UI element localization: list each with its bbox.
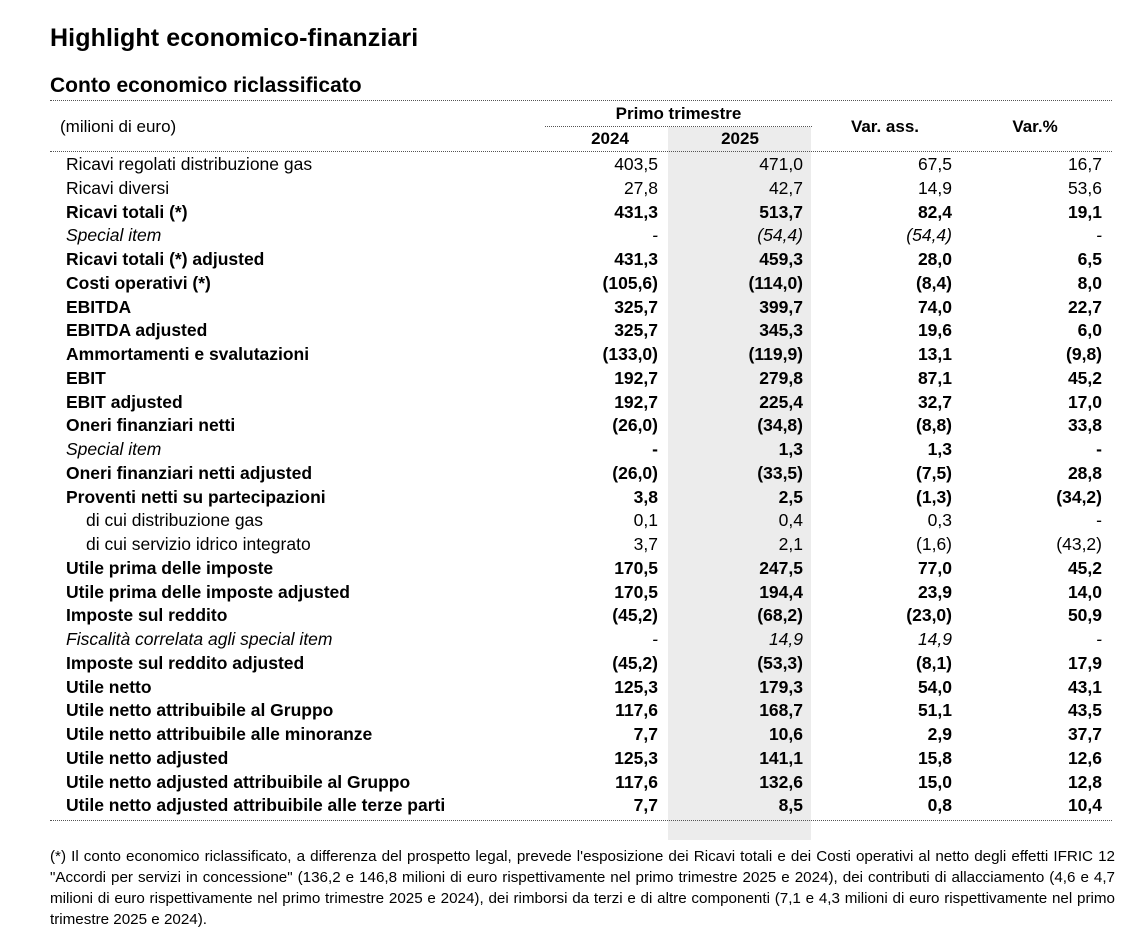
cell-var-pct: (9,8) — [1066, 344, 1102, 364]
cell-2024: (45,2) — [612, 605, 658, 626]
cell-2025: 1,3 — [778, 439, 803, 459]
cell-2024: 192,7 — [614, 391, 658, 412]
row-label: Utile prima delle imposte — [66, 557, 274, 578]
cell-var-ass: (23,0) — [906, 605, 952, 626]
cell-2025: 279,8 — [759, 367, 803, 388]
row-label: Ammortamenti e svalutazioni — [66, 344, 310, 364]
period-group-header: Primo trimestre — [615, 104, 742, 123]
cell-2025: 2,1 — [778, 534, 803, 554]
cell-2024: (26,0) — [612, 462, 658, 483]
period-group-rule — [545, 126, 812, 127]
cell-var-ass: 13,1 — [917, 344, 952, 364]
cell-2025: 194,4 — [759, 581, 803, 602]
row-label: Utile netto attribuibile alle minoranze — [66, 724, 373, 744]
cell-var-pct: 12,8 — [1067, 771, 1102, 792]
table-row — [0, 342, 1138, 366]
cell-var-ass: 14,9 — [917, 177, 952, 198]
cell-var-ass: 28,0 — [917, 249, 952, 269]
table-row — [0, 461, 1138, 485]
cell-var-pct: 37,7 — [1067, 724, 1102, 744]
cell-2025: 225,4 — [759, 391, 803, 412]
cell-2024: 325,7 — [614, 320, 658, 341]
table-row — [0, 698, 1138, 722]
cell-2025: 8,5 — [778, 795, 803, 816]
table-row — [0, 295, 1138, 319]
page-title: Highlight economico-finanziari — [50, 24, 419, 52]
row-label: Oneri finanziari netti — [66, 415, 236, 436]
cell-var-ass: 51,1 — [917, 700, 952, 721]
table-row — [0, 247, 1138, 271]
table-row — [0, 223, 1138, 247]
cell-var-ass: 67,5 — [917, 154, 952, 174]
table-row — [0, 271, 1138, 295]
cell-2025: (68,2) — [757, 605, 803, 626]
header-top-rule — [50, 100, 1112, 101]
cell-var-pct: 28,8 — [1067, 462, 1102, 483]
cell-var-ass: (54,4) — [906, 225, 952, 246]
table-row — [0, 770, 1138, 794]
cell-var-pct: (34,2) — [1056, 486, 1102, 507]
cell-var-ass: (1,3) — [916, 486, 952, 507]
cell-2024: 3,7 — [633, 534, 658, 554]
cell-var-pct: 53,6 — [1067, 177, 1102, 198]
cell-var-pct: - — [1096, 439, 1102, 459]
table-row — [0, 318, 1138, 342]
cell-2024: 431,3 — [614, 249, 658, 269]
cell-2024: 117,6 — [615, 771, 658, 792]
cell-var-pct: (43,2) — [1056, 534, 1102, 554]
cell-2025: 459,3 — [759, 249, 803, 269]
cell-2025: (119,9) — [748, 344, 803, 364]
footnote: (*) Il conto economico riclassificato, a differenza del prospetto legal, prevede l'esposizione dei Ricavi totali e dei Costi operativi al netto degli effetti IFRIC 12 "Accordi per servizi in concessione" (136,2 e 146,8 milioni di euro rispettivamente nel primo trimestre 2025 e 2024), dei contributi di allacciamento (4,6 e 4,7 milioni di euro rispettivamente nel primo trimestre 2025 e 2024), dei rimborsi da terzi e di altre componenti (7,1 e 4,3 milioni di euro rispettivamente nel primo trimestre 2025 e 2024). — [50, 848, 1115, 928]
table-row — [0, 746, 1138, 770]
cell-2024: (26,0) — [612, 415, 658, 436]
cell-2024: 403,5 — [614, 154, 658, 174]
cell-2025: 132,6 — [759, 771, 803, 792]
cell-var-ass: 1,3 — [927, 439, 952, 459]
cell-2025: (53,3) — [757, 652, 803, 673]
cell-2024: 7,7 — [633, 724, 658, 744]
row-label: EBITDA — [66, 296, 132, 317]
table-row — [0, 580, 1138, 604]
cell-var-ass: (8,4) — [916, 272, 952, 293]
table-row — [0, 437, 1138, 461]
row-label: EBIT adjusted — [66, 391, 183, 412]
table-row — [0, 627, 1138, 651]
cell-var-pct: - — [1096, 510, 1102, 531]
cell-var-ass: (8,1) — [916, 652, 952, 673]
cell-var-pct: 6,0 — [1077, 320, 1102, 341]
cell-var-ass: 14,9 — [917, 629, 952, 649]
cell-var-ass: 87,1 — [917, 367, 952, 388]
row-label: Utile netto attribuibile al Gruppo — [66, 700, 334, 721]
cell-var-ass: 74,0 — [917, 296, 952, 317]
row-label: Utile netto — [66, 676, 152, 697]
table-row — [0, 200, 1138, 224]
row-label: EBIT — [66, 367, 106, 388]
cell-2025: (114,0) — [748, 272, 803, 293]
cell-2025: 471,0 — [759, 154, 803, 174]
cell-2025: 247,5 — [759, 557, 803, 578]
cell-var-ass: (1,6) — [916, 534, 952, 554]
row-label: Oneri finanziari netti adjusted — [66, 462, 313, 483]
cell-var-ass: 23,9 — [917, 581, 952, 602]
row-label: di cui distribuzione gas — [86, 510, 264, 531]
cell-2025: (34,8) — [757, 415, 803, 436]
table-row — [0, 793, 1138, 817]
cell-var-ass: (7,5) — [916, 462, 952, 483]
cell-var-pct: 33,8 — [1067, 415, 1102, 436]
cell-2024: 0,1 — [633, 510, 658, 531]
table-row — [0, 413, 1138, 437]
table-row — [0, 556, 1138, 580]
table-row — [0, 152, 1138, 176]
row-label: Fiscalità correlata agli special item — [66, 629, 333, 649]
cell-2024: 125,3 — [614, 747, 658, 768]
cell-2024: 325,7 — [614, 296, 658, 317]
column-header-var-ass: Var. ass. — [850, 117, 920, 136]
row-label: Utile netto adjusted attribuibile alle terze parti — [66, 795, 446, 816]
table-row — [0, 722, 1138, 746]
cell-2025: 513,7 — [759, 201, 803, 222]
cell-2025: 2,5 — [778, 486, 803, 507]
cell-2024: (45,2) — [612, 652, 658, 673]
cell-var-ass: 19,6 — [917, 320, 952, 341]
table-row — [0, 675, 1138, 699]
cell-2024: 125,3 — [614, 676, 658, 697]
cell-2025: (54,4) — [757, 225, 803, 246]
row-label: Utile netto adjusted — [66, 747, 229, 768]
cell-var-pct: 19,1 — [1067, 201, 1102, 222]
cell-2024: 170,5 — [614, 557, 658, 578]
table-row — [0, 532, 1138, 556]
cell-var-pct: 16,7 — [1067, 154, 1102, 174]
cell-var-ass: 54,0 — [917, 676, 952, 697]
cell-2024: - — [652, 629, 658, 649]
cell-var-pct: 8,0 — [1077, 272, 1102, 293]
cell-2025: 399,7 — [759, 296, 803, 317]
table-row — [0, 603, 1138, 627]
cell-2025: (33,5) — [757, 462, 803, 483]
cell-2025: 179,3 — [759, 676, 803, 697]
cell-2025: 42,7 — [768, 177, 803, 198]
table-bottom-rule — [50, 820, 1112, 821]
cell-var-ass: 0,8 — [927, 795, 952, 816]
cell-2024: 3,8 — [633, 486, 658, 507]
column-header-var-pct: Var.% — [1012, 117, 1058, 136]
cell-2025: 345,3 — [759, 320, 803, 341]
cell-2024: 117,6 — [615, 700, 658, 721]
cell-2024: - — [652, 225, 658, 246]
table-row — [0, 366, 1138, 390]
cell-var-pct: - — [1096, 225, 1102, 246]
table-row — [0, 176, 1138, 200]
row-label: Costi operativi (*) — [66, 272, 211, 293]
cell-2024: - — [652, 439, 658, 459]
row-label: Proventi netti su partecipazioni — [66, 486, 326, 507]
cell-var-pct: 43,1 — [1067, 676, 1102, 697]
cell-var-pct: - — [1096, 629, 1102, 649]
row-label: EBITDA adjusted — [66, 320, 208, 341]
row-label: Special item — [66, 439, 162, 459]
cell-2025: 14,9 — [768, 629, 803, 649]
cell-2024: 170,5 — [614, 581, 658, 602]
cell-var-pct: 10,4 — [1067, 795, 1102, 816]
units-label: (milioni di euro) — [60, 117, 177, 136]
cell-2024: 431,3 — [614, 201, 658, 222]
cell-2024: 7,7 — [633, 795, 658, 816]
cell-2024: 192,7 — [614, 367, 658, 388]
table-row — [0, 651, 1138, 675]
cell-var-ass: 15,8 — [917, 747, 952, 768]
cell-var-ass: 77,0 — [917, 557, 952, 578]
row-label: Ricavi diversi — [66, 177, 170, 198]
cell-var-pct: 22,7 — [1067, 296, 1102, 317]
column-header-2025: 2025 — [721, 129, 759, 148]
row-label: Imposte sul reddito — [66, 605, 228, 626]
cell-var-pct: 17,0 — [1067, 391, 1102, 412]
cell-var-pct: 14,0 — [1067, 581, 1102, 602]
row-label: Ricavi regolati distribuzione gas — [66, 154, 313, 174]
row-label: Utile netto adjusted attribuibile al Gruppo — [66, 771, 411, 792]
row-label: Utile prima delle imposte adjusted — [66, 581, 350, 602]
row-label: di cui servizio idrico integrato — [86, 534, 311, 554]
cell-var-ass: 82,4 — [917, 201, 952, 222]
cell-2025: 168,7 — [759, 700, 803, 721]
cell-2024: 27,8 — [623, 177, 658, 198]
cell-var-pct: 50,9 — [1067, 605, 1102, 626]
table-row — [0, 390, 1138, 414]
cell-var-pct: 17,9 — [1067, 652, 1102, 673]
table-row — [0, 508, 1138, 532]
cell-var-pct: 43,5 — [1067, 700, 1102, 721]
cell-var-ass: 15,0 — [917, 771, 952, 792]
section-title: Conto economico riclassificato — [50, 74, 362, 97]
cell-var-pct: 6,5 — [1077, 249, 1102, 269]
cell-var-ass: (8,8) — [916, 415, 952, 436]
column-header-2024: 2024 — [591, 129, 629, 148]
cell-2025: 141,1 — [759, 747, 803, 768]
cell-var-pct: 12,6 — [1067, 747, 1102, 768]
cell-2024: (133,0) — [602, 344, 658, 364]
cell-2024: (105,6) — [602, 272, 658, 293]
cell-var-ass: 2,9 — [927, 724, 952, 744]
table-row — [0, 485, 1138, 509]
cell-2025: 0,4 — [778, 510, 803, 531]
cell-2025: 10,6 — [768, 724, 803, 744]
cell-var-pct: 45,2 — [1067, 557, 1102, 578]
cell-var-ass: 0,3 — [927, 510, 952, 531]
cell-var-pct: 45,2 — [1067, 367, 1102, 388]
row-label: Special item — [66, 225, 162, 246]
row-label: Imposte sul reddito adjusted — [66, 652, 305, 673]
row-label: Ricavi totali (*) — [66, 201, 188, 222]
cell-var-ass: 32,7 — [917, 391, 952, 412]
row-label: Ricavi totali (*) adjusted — [66, 249, 265, 269]
